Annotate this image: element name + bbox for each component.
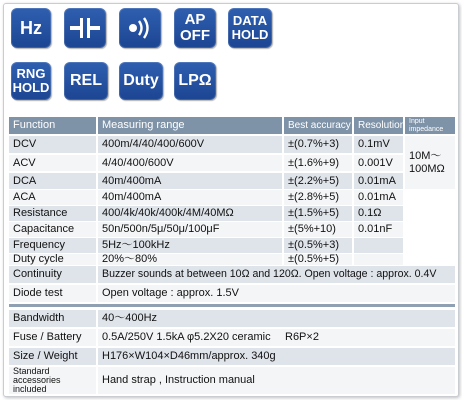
- range-cell: 50n/500n/5μ/50μ/100μF: [98, 222, 282, 237]
- continuity-text: Buzzer sounds at between 10Ω and 120Ω. Open voltage : approx. 0.4V: [98, 266, 455, 283]
- accuracy-cell: ±(0.5%+3): [284, 238, 352, 253]
- spec-label-line3: included: [13, 384, 47, 394]
- table-row: [9, 238, 455, 253]
- continuity-row: [9, 266, 455, 283]
- function-cell: DCV: [9, 136, 96, 153]
- resolution-cell: 0.01nF: [354, 222, 403, 237]
- function-cell: Frequency: [9, 238, 96, 253]
- spec-extra: R6P×2: [285, 331, 319, 343]
- rel-label: REL: [70, 72, 102, 89]
- range-cell: 40m/400mA: [98, 173, 282, 189]
- accuracy-cell: ±(0.7%+3): [284, 136, 352, 153]
- range-hold-icon: [11, 62, 51, 100]
- spec-label: Fuse / Battery: [9, 329, 96, 346]
- continuity-icon: [119, 8, 161, 48]
- table-row: [9, 190, 455, 205]
- diode-row: [9, 285, 455, 302]
- spec-label-multiline: [9, 367, 96, 394]
- duty-icon: [119, 62, 163, 100]
- section-divider: [9, 304, 455, 307]
- range-hold-line2: HOLD: [12, 80, 50, 95]
- spec-row-bandwidth: [9, 310, 455, 327]
- header-resolution: Resolution: [354, 117, 403, 134]
- data-hold-line2: HOLD: [231, 27, 269, 42]
- table-row: [9, 254, 455, 265]
- impedance-line2: 100MΩ: [409, 163, 445, 175]
- ap-off-icon: [174, 8, 216, 48]
- function-cell: ACA: [9, 190, 96, 205]
- spec-label: Size / Weight: [9, 348, 96, 365]
- table-row: [9, 222, 455, 237]
- resolution-cell: 0.01mA: [354, 173, 403, 189]
- resolution-cell: 0.01mA: [354, 190, 403, 205]
- resolution-cell: 0.1Ω: [354, 206, 403, 221]
- spec-label: Bandwidth: [9, 310, 96, 327]
- table-row: [9, 173, 455, 189]
- spec-value: 0.5A/250V 1.5kA φ5.2X20 ceramic: [98, 329, 455, 346]
- spec-row-size: [9, 348, 455, 365]
- range-cell: 400/4k/40k/400k/4M/40MΩ: [98, 206, 282, 221]
- diode-text: Open voltage : approx. 1.5V: [98, 285, 455, 302]
- capacitor-icon: [64, 8, 106, 48]
- function-cell: Duty cycle: [9, 254, 96, 265]
- resolution-cell: [354, 238, 403, 253]
- impedance-line1: 10M〜: [409, 150, 442, 162]
- header-impedance: [405, 117, 455, 134]
- accuracy-cell: ±(2.2%+5): [284, 173, 352, 189]
- header-function: Function: [9, 117, 96, 134]
- continuity-label: Continuity: [9, 266, 96, 283]
- header-impedance-line2: impedance: [409, 126, 444, 133]
- spec-label-line1: Standard: [13, 367, 50, 376]
- table-row: [9, 206, 455, 221]
- table-row: [9, 155, 455, 171]
- lpo-icon: [174, 62, 216, 100]
- range-cell: 20%〜80%: [98, 254, 282, 265]
- spec-value: Hand strap , Instruction manual: [98, 367, 455, 394]
- accuracy-cell: ±(1.5%+5): [284, 206, 352, 221]
- spec-row-fuse: [9, 329, 455, 346]
- header-accuracy: Best accuracy: [284, 117, 352, 134]
- diode-label: Diode test: [9, 285, 96, 302]
- hz-label: Hz: [20, 18, 42, 38]
- spec-value: 40〜400Hz: [98, 310, 455, 327]
- accuracy-cell: ±(0.5%+5): [284, 254, 352, 265]
- header-impedance-line1: Input: [409, 118, 425, 125]
- ap-off-line2: OFF: [180, 27, 210, 44]
- table-row: [9, 136, 455, 153]
- buzzer-symbol: [125, 16, 155, 40]
- range-cell: 5Hz〜100kHz: [98, 238, 282, 253]
- spec-value: H176×W104×D46mm/approx. 340g: [98, 348, 455, 365]
- resolution-cell: 0.001V: [354, 155, 403, 171]
- spec-label-line2: accessories: [13, 375, 61, 385]
- accuracy-cell: ±(1.6%+9): [284, 155, 352, 171]
- lpo-label: LPΩ: [178, 72, 212, 89]
- range-cell: 40m/400mA: [98, 190, 282, 205]
- accuracy-cell: ±(2.8%+5): [284, 190, 352, 205]
- range-hold-line1: RNG: [16, 66, 46, 81]
- data-hold-icon: [228, 8, 272, 48]
- resolution-cell: 0.1mV: [354, 136, 403, 153]
- accuracy-cell: ±(5%+10): [284, 222, 352, 237]
- function-cell: Capacitance: [9, 222, 96, 237]
- range-cell: 4/40/400/600V: [98, 155, 282, 171]
- rel-icon: [64, 62, 108, 100]
- data-hold-line1: DATA: [232, 13, 268, 28]
- range-cell: 400m/4/40/400/600V: [98, 136, 282, 153]
- function-cell: ACV: [9, 155, 96, 171]
- spec-row-accessories: [9, 367, 455, 394]
- resolution-cell: [354, 254, 403, 265]
- function-cell: DCA: [9, 173, 96, 189]
- hz-icon: [11, 8, 51, 48]
- capacitor-symbol: [70, 16, 100, 40]
- function-cell: Resistance: [9, 206, 96, 221]
- header-range: Measuring range: [98, 117, 282, 134]
- impedance-cell: [405, 136, 455, 189]
- duty-label: Duty: [123, 72, 159, 89]
- ap-off-line1: AP: [184, 11, 206, 28]
